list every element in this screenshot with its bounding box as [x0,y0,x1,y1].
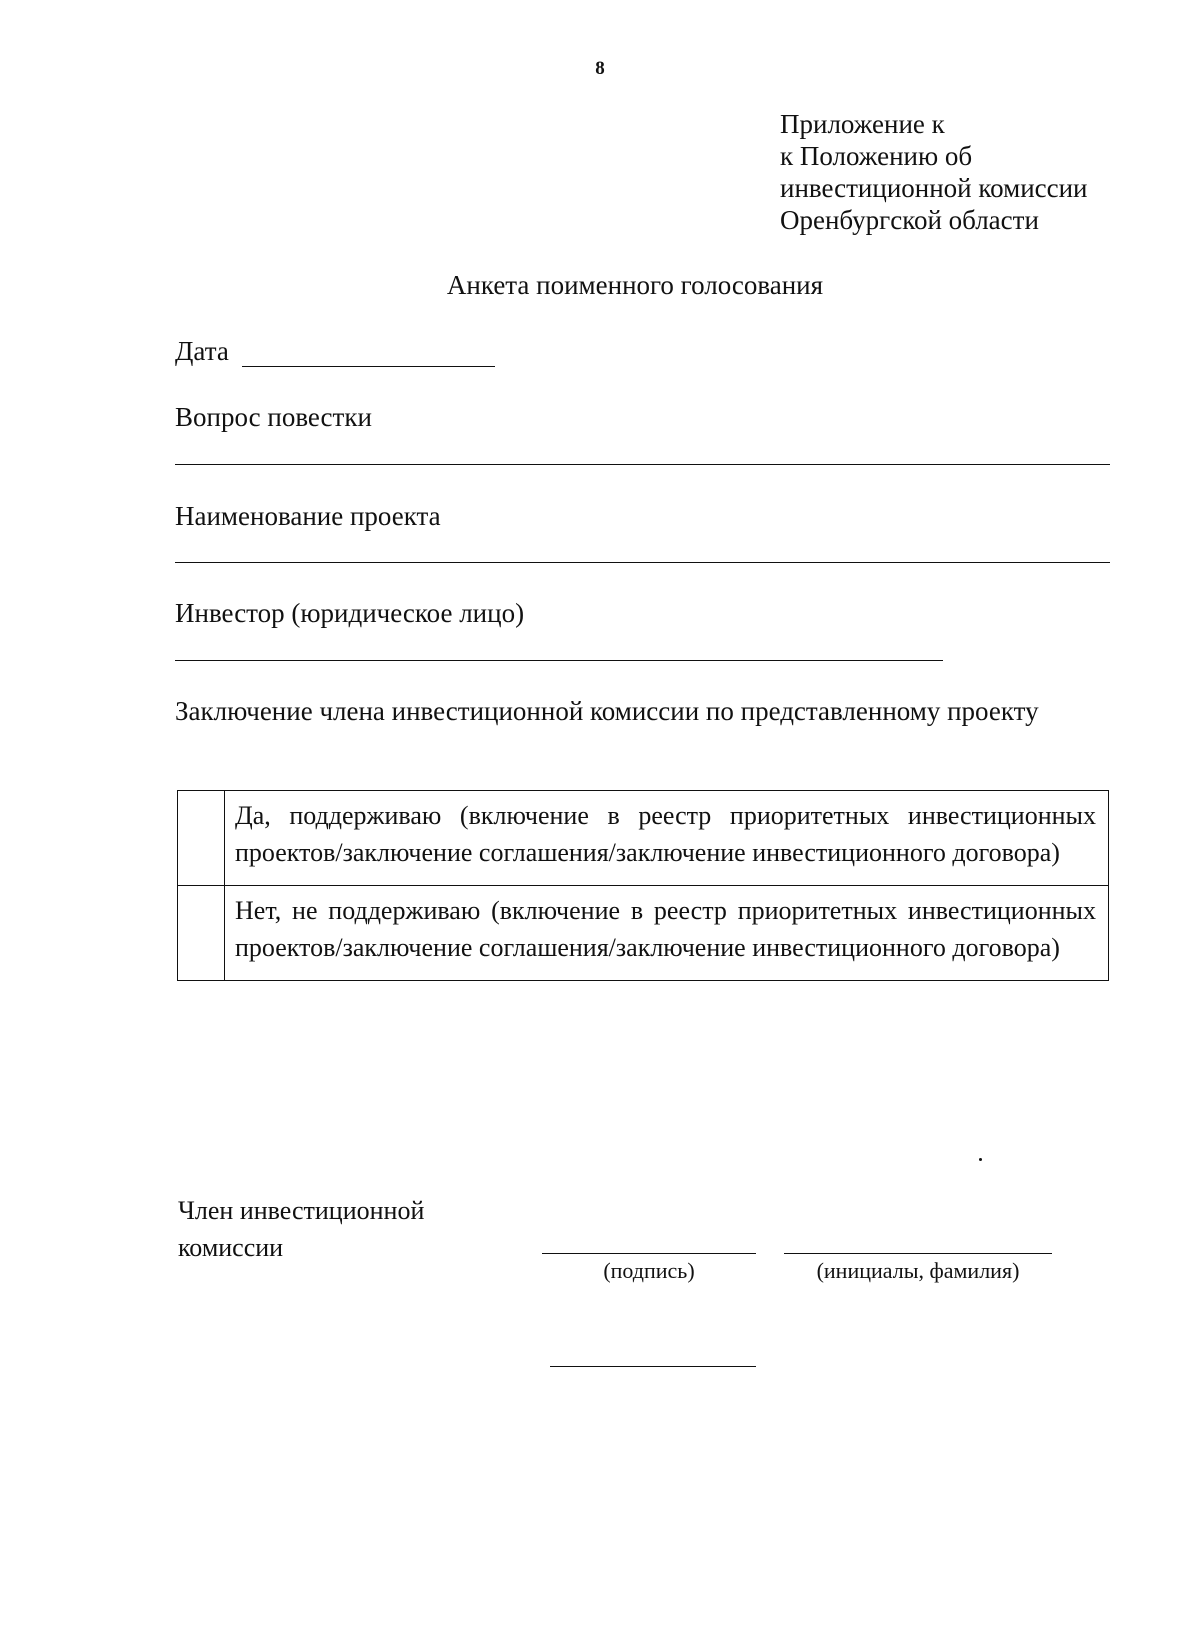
vote-option-no-text: Нет, не поддерживаю (включение в реестр приоритетных инвестиционных проектов/заключение соглашения/заключение инвестиционного договора) [225,886,1109,981]
form-title: Анкета поименного голосования [446,270,824,300]
signature-caption: (подпись) [603,1258,695,1283]
name-caption: (инициалы, фамилия) [816,1258,1020,1283]
vote-option-row [178,791,1109,886]
vote-checkbox-no[interactable] [178,886,225,981]
date-label: Дата [175,336,229,366]
member-label [178,1192,424,1266]
extra-field-line[interactable] [550,1366,756,1367]
annex-line: Приложение к [780,109,945,139]
conclusion-label: Заключение члена инвестиционной комиссии по представленному проекту [175,696,1039,726]
project-field-line[interactable] [175,562,1110,563]
investor-label: Инвестор (юридическое лицо) [175,598,525,628]
name-field-line[interactable] [784,1253,1052,1254]
vote-options-table [177,790,1109,981]
annex-line: инвестиционной комиссии [780,173,1088,203]
investor-field-line[interactable] [175,660,943,661]
signature-field-line[interactable] [542,1253,756,1254]
project-label: Наименование проекта [175,501,441,531]
annex-line: к Положению об [780,141,973,171]
agenda-field-line[interactable] [175,464,1110,465]
agenda-label: Вопрос повестки [175,402,372,432]
vote-option-yes-text: Да, поддерживаю (включение в реестр приоритетных инвестиционных проектов/заключение соглашения/заключение инвестиционного договора) [225,791,1109,886]
date-field-line[interactable] [242,366,495,367]
stray-mark [979,1158,982,1161]
vote-option-row [178,886,1109,981]
member-label-line: комиссии [178,1233,284,1262]
page-number: 8 [595,58,605,79]
vote-checkbox-yes[interactable] [178,791,225,886]
member-label-line: Член инвестиционной [178,1196,425,1225]
annex-header [780,108,1088,236]
annex-line: Оренбургской области [780,205,1039,235]
